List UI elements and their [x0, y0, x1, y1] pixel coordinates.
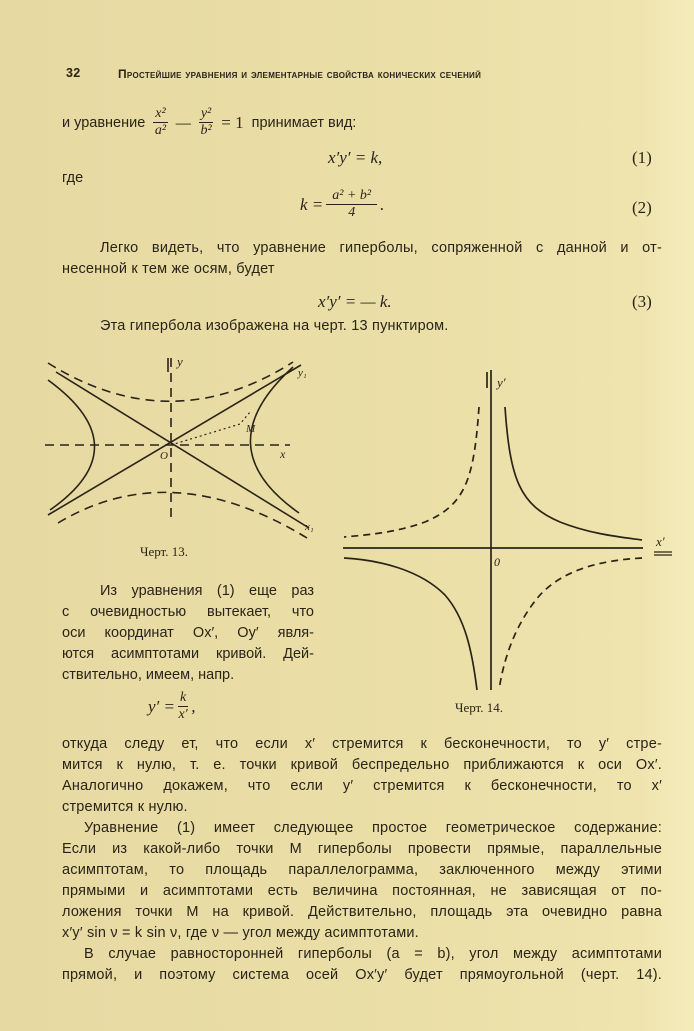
- equation-1: x′y′ = k,: [328, 148, 383, 167]
- body-line: ложения точки M на кривой. Действительно, площадь эта очевидно равна: [62, 904, 662, 920]
- equation-3: x′y′ = — k.: [318, 292, 392, 311]
- body-line: прямыми и асимптотами есть величина постоянная, не зависящая от по-: [62, 883, 662, 899]
- numerator: y²: [200, 106, 212, 121]
- paragraph-line: Легко видеть, что уравнение гиперболы, сопряженной с данной и от-: [100, 240, 662, 256]
- branch-solid-bottom-left: [344, 558, 477, 690]
- branch-dashed-top-left: [344, 407, 479, 537]
- comma: ,: [191, 696, 196, 716]
- column-line: оси координат Ox′, Oy′ явля-: [62, 625, 314, 641]
- label-x-prime: x′: [656, 534, 665, 549]
- equation-3-number: (3): [632, 292, 652, 311]
- body-line: Если из какой-либо точки M гиперболы провести прямые, параллельные: [62, 841, 662, 857]
- numerator: k: [180, 690, 187, 705]
- intro-prefix: и уравнение: [62, 114, 146, 131]
- denominator: a²: [154, 123, 167, 138]
- equation-2-number: (2): [632, 198, 652, 217]
- label-origin: 0: [494, 555, 500, 569]
- column-line: ются асимптотами кривой. Дей-: [62, 646, 314, 662]
- hyperbola-right-branch: [250, 367, 299, 513]
- fraction-k-over-x: [178, 690, 188, 723]
- paragraph-line: несенной к тем же осям, будет: [62, 261, 275, 277]
- label-x: x: [280, 447, 286, 461]
- minus-sign: —: [175, 112, 191, 132]
- label-y-prime: y′: [497, 375, 506, 390]
- denominator: x′: [178, 707, 188, 722]
- figure-13: [45, 358, 309, 538]
- body-line: стремится к нулю.: [62, 799, 188, 815]
- equation-2-lhs: k =: [300, 194, 324, 214]
- equals-one: = 1: [221, 112, 244, 132]
- column-line: ствительно, имеем, напр.: [62, 667, 235, 683]
- where-label: где: [62, 170, 84, 186]
- running-title: Простейшие уравнения и элементарные свойства конических сечений: [118, 67, 482, 81]
- figure-14-caption: Черт. 14.: [455, 700, 504, 715]
- body-line: Уравнение (1) имеет следующее простое геометрическое содержание:: [84, 820, 662, 836]
- body-line: Аналогично докажем, что если y′ стремится к бесконечности, то x′: [62, 778, 662, 794]
- numerator: a² + b²: [326, 188, 377, 205]
- figure-14: [343, 370, 672, 690]
- body-line: прямой, и поэтому система осей Ox′y′ будет прямоугольной (черт. 14).: [62, 967, 662, 983]
- body-line: x′y′ sin ν = k sin ν, где ν — угол между асимптотами.: [62, 925, 419, 941]
- equation-4-lhs: y′ =: [148, 696, 175, 716]
- numerator: x²: [155, 106, 166, 121]
- branch-solid-top-right: [505, 407, 642, 540]
- paragraph-line: Эта гипербола изображена на черт. 13 пунктиром.: [100, 318, 449, 334]
- parallelogram-lines: [171, 412, 250, 445]
- body-line: В случае равносторонней гиперболы (a = b), угол между асимптотами: [84, 946, 662, 962]
- equation-4: [148, 690, 195, 723]
- body-line: асимптотам, то площадь параллелограмма, заключенного между этими: [62, 862, 662, 878]
- conjugate-lower-branch: [58, 492, 307, 538]
- column-line: Из уравнения (1) еще раз: [100, 583, 314, 599]
- branch-dashed-bottom-right: [499, 558, 642, 690]
- page-number: 32: [66, 66, 81, 80]
- column-line: с очевидностью вытекает, что: [62, 604, 314, 620]
- period: .: [380, 194, 385, 214]
- intro-suffix: принимает вид:: [251, 114, 357, 131]
- denominator: 4: [348, 205, 356, 220]
- label-y: y: [177, 354, 183, 369]
- figure-13-caption: Черт. 13.: [140, 544, 189, 559]
- body-line: мится к нулю, т. е. точки кривой беспредельно приближаются к оси Ox′.: [62, 757, 662, 773]
- denominator: b²: [200, 123, 212, 138]
- equation-1-number: (1): [632, 148, 652, 167]
- hyperbola-left-branch: [48, 380, 95, 510]
- label-x1: x₁: [305, 521, 314, 533]
- label-y1: y₁: [298, 367, 307, 379]
- label-M: M: [246, 423, 256, 435]
- label-O: O: [160, 450, 168, 462]
- body-line: откуда следу ет, что если x′ стремится к бесконечности, то y′ стре-: [62, 736, 662, 752]
